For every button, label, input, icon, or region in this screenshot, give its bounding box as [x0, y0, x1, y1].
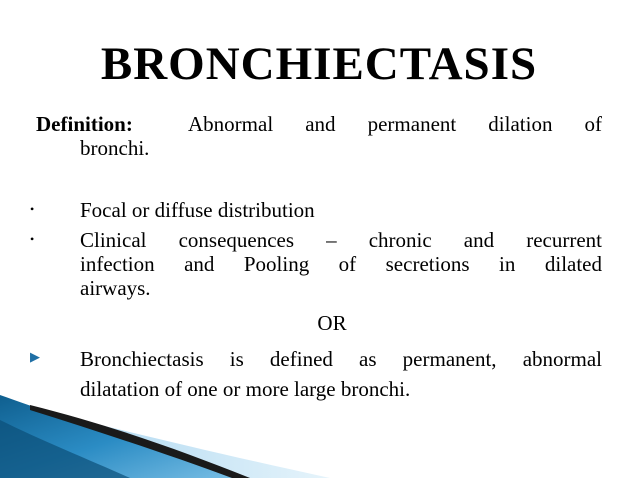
or-separator: OR — [317, 311, 347, 335]
definition-text-line2: bronchi. — [80, 136, 150, 160]
definition-text-line1: Abnormal and permanent dilation of — [188, 112, 602, 136]
slide-title: BRONCHIECTASIS — [100, 38, 538, 90]
bullet-item-2-line2: infection and Pooling of secretions in dilated — [80, 252, 602, 276]
bullet-item-2-line1: Clinical consequences – chronic and recurrent — [80, 228, 602, 252]
arrow-item-line2: dilatation of one or more large bronchi. — [80, 377, 411, 401]
dot-bullet-icon: • — [30, 232, 35, 246]
triangle-arrow-bullet-icon: ▶ — [30, 349, 40, 364]
arrow-item-line1: Bronchiectasis is defined as permanent, abnormal — [80, 347, 602, 371]
bullet-item-2-line3: airways. — [80, 276, 151, 300]
definition-label: Definition: — [36, 112, 133, 136]
dot-bullet-icon: • — [30, 202, 35, 216]
definition-block — [36, 112, 602, 160]
bullet-item-1-line1: Focal or diffuse distribution — [80, 198, 315, 222]
